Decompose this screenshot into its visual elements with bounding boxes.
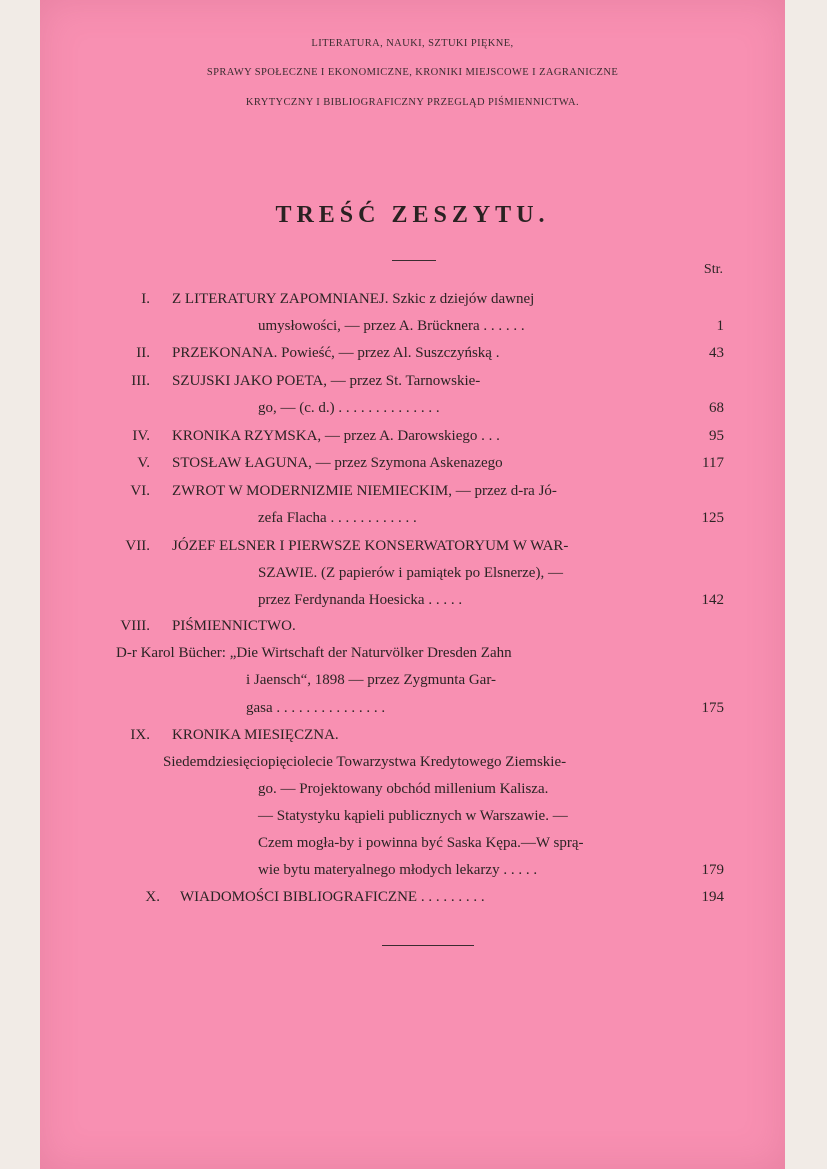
entry-number: V.	[137, 455, 150, 471]
entry-line: WIADOMOŚCI BIBLIOGRAFICZNE . . . . . . . . .	[180, 889, 485, 905]
entry-line: STOSŁAW ŁAGUNA, — przez Szymona Askenazego	[172, 455, 503, 471]
entry-page: 142	[701, 592, 724, 608]
header-line-1: LITERATURA, NAUKI, SZTUKI PIĘKNE,	[311, 38, 514, 49]
page-title: TREŚĆ ZESZYTU.	[275, 202, 550, 228]
entry-line: go. — Projektowany obchód millenium Kalisza.	[258, 781, 549, 797]
entry-line: zefa Flacha . . . . . . . . . . . .	[258, 510, 417, 526]
entry-number: IX.	[130, 727, 150, 743]
page-column-label: Str.	[703, 262, 723, 277]
entry-line: ZWROT W MODERNIZMIE NIEMIECKIM, — przez d-ra Jó-	[172, 483, 557, 499]
entry-number: I.	[141, 291, 150, 307]
entry-page: 68	[709, 400, 724, 416]
entry-page: 95	[709, 428, 724, 444]
entry-page: 179	[701, 862, 724, 878]
footer-divider	[382, 945, 474, 946]
entry-page: 125	[701, 510, 724, 526]
entry-page: 43	[709, 345, 724, 361]
entry-line: Siedemdziesięciopięciolecie Towarzystwa Kredytowego Ziemskie-	[163, 754, 567, 770]
header-line-3: KRYTYCZNY I BIBLIOGRAFICZNY PRZEGLĄD PIŚMIENNICTWA.	[245, 97, 580, 108]
entry-number: III.	[131, 373, 150, 389]
entry-page: 117	[702, 455, 724, 471]
entry-number: VI.	[130, 483, 150, 499]
entry-number: II.	[136, 345, 150, 361]
entry-page: 1	[716, 318, 724, 334]
entry-number: VIII.	[120, 618, 150, 634]
entry-number: VII.	[125, 538, 150, 554]
entry-line: KRONIKA MIESIĘCZNA.	[172, 727, 339, 743]
entry-line: SZUJSKI JAKO POETA, — przez St. Tarnowskie-	[172, 373, 481, 389]
entry-line: D-r Karol Bücher: „Die Wirtschaft der Naturvölker Dresden Zahn	[116, 645, 512, 661]
entry-line: JÓZEF ELSNER I PIERWSZE KONSERWATORYUM W WAR-	[172, 538, 569, 554]
entry-line: — Statystyku kąpieli publicznych w Warszawie. —	[258, 808, 568, 824]
entry-line: przez Ferdynanda Hoesicka . . . . .	[258, 592, 463, 608]
entry-line: Czem mogła-by i powinna być Saska Kępa.—W sprą-	[258, 835, 584, 851]
entry-number: IV.	[132, 428, 150, 444]
entry-line: go, — (c. d.) . . . . . . . . . . . . . .	[258, 400, 440, 416]
entry-line: KRONIKA RZYMSKA, — przez A. Darowskiego . . .	[172, 428, 500, 444]
entry-line: PIŚMIENNICTWO.	[172, 618, 296, 634]
entry-number: X.	[145, 889, 160, 905]
entry-page: 194	[701, 889, 724, 905]
entry-line: i Jaensch“, 1898 — przez Zygmunta Gar-	[246, 672, 497, 688]
entry-line: Z LITERATURY ZAPOMNIANEJ. Szkic z dziejów dawnej	[172, 291, 535, 307]
entry-page: 175	[701, 700, 724, 716]
entry-line: gasa . . . . . . . . . . . . . . .	[246, 700, 386, 716]
entry-line: wie bytu materyalnego młodych lekarzy . . . . .	[258, 862, 538, 878]
entry-line: umysłowości, — przez A. Brücknera . . . . . .	[258, 318, 525, 334]
entry-line: PRZEKONANA. Powieść, — przez Al. Suszczyńską .	[172, 345, 500, 361]
header-line-2: SPRAWY SPOŁECZNE I EKONOMICZNE, KRONIKI MIEJSCOWE I ZAGRANICZNE	[206, 67, 619, 78]
entry-line: SZAWIE. (Z papierów i pamiątek po Elsnerze), —	[258, 565, 563, 581]
